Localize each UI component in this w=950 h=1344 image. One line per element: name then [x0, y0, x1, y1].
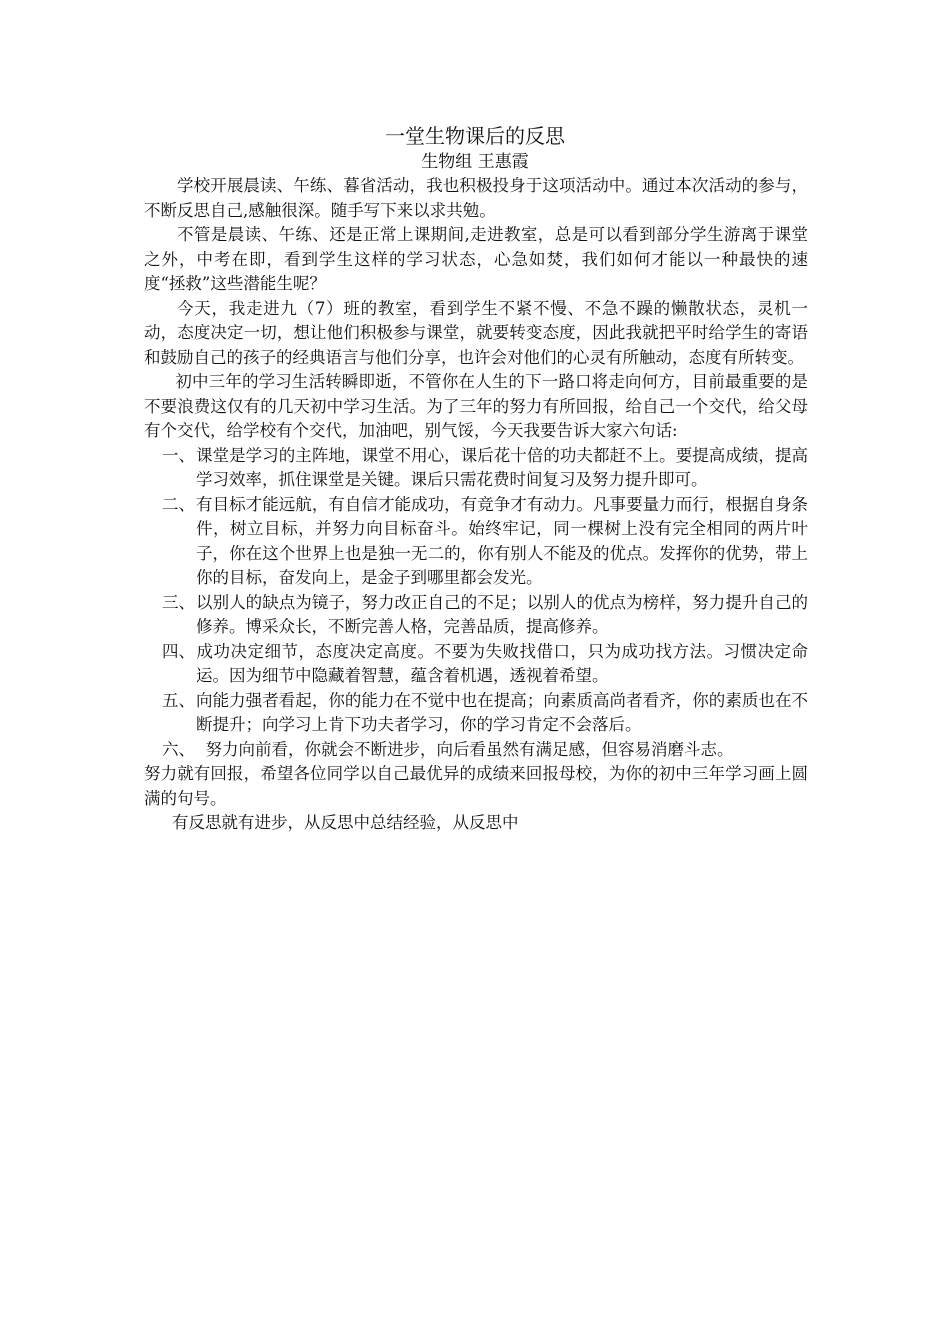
document-author: 生物组 王惠霞	[421, 152, 529, 172]
paragraph-4: 初中三年的学习生活转瞬即逝，不管你在人生的下一路口将走向何方，目前最重要的是不要浪费这仅有的几天初中学习生活。为了三年的努力有所回报，给自己一个交代，给父母有个交代，给学校有个交代，加油吧，别气馁，今天我要告诉大家六句话:	[144, 372, 808, 440]
paragraph-3: 今天，我走进九（7）班的教室，看到学生不紧不慢、不急不躁的懒散状态，灵机一动，态度决定一切，想让他们积极参与课堂，就要转变态度，因此我就把平时给学生的寄语和鼓励自己的孩子的经典语言与他们分享，也许会对他们的心灵有所触动，态度有所转变。	[144, 298, 808, 367]
list-item-3	[144, 591, 808, 640]
list-text: 以别人的缺点为镜子，努力改正自己的不足；以别人的优点为榜样，努力提升自己的修养。博采众长，不断完善人格，完善品质，提高修养。	[196, 592, 808, 636]
list-number: 二、	[162, 494, 195, 514]
list-item-6	[144, 738, 808, 763]
list-number: 三、	[162, 592, 195, 612]
list-item-6-continuation: 努力就有回报，希望各位同学以自己最优异的成绩来回报母校，为你的初中三年学习画上圆满的句号。	[144, 764, 808, 808]
list-number: 六、	[162, 739, 195, 759]
paragraph-1: 学校开展晨读、午练、暮省活动，我也积极投身于这项活动中。通过本次活动的参与，不断反思自己,感触很深。随手写下来以求共勉。	[144, 176, 808, 220]
list-text: 努力向前看，你就会不断进步，向后看虽然有满足感，但容易消磨斗志。	[205, 739, 734, 759]
list-number: 一、	[162, 445, 195, 465]
list-text: 课堂是学习的主阵地，课堂不用心，课后花十倍的功夫都赶不上。要提高成绩，提高学习效率，抓住课堂是关键。课后只需花费时间复习及努力提升即可。	[196, 445, 808, 489]
list-number: 五、	[162, 690, 195, 710]
list-item-2	[144, 493, 808, 591]
list-item-5	[144, 689, 808, 738]
list-text: 成功决定细节，态度决定高度。不要为失败找借口，只为成功找方法。习惯决定命运。因为细节中隐藏着智慧，蕴含着机遇，透视着希望。	[196, 641, 808, 685]
list-item-1	[144, 444, 808, 493]
list-text: 有目标才能远航，有自信才能成功，有竞争才有动力。凡事要量力而行，根据自身条件，树立目标，并努力向目标奋斗。始终牢记，同一棵树上没有完全相同的两片叶子，你在这个世界上也是独一无二的，你有别人不能及的优点。发挥你的优势，带上你的目标，奋发向上，是金子到哪里都会发光。	[196, 494, 808, 587]
list-number: 四、	[162, 641, 195, 661]
list-text: 向能力强者看起，你的能力在不觉中也在提高；向素质高尚者看齐，你的素质也在不断提升；向学习上肯下功夫者学习，你的学习肯定不会落后。	[196, 690, 808, 734]
closing-line: 有反思就有进步，从反思中总结经验，从反思中	[172, 813, 519, 832]
document-body	[144, 174, 808, 836]
paragraph-2: 不管是晨读、午练、还是正常上课期间,走进教室，总是可以看到部分学生游离于课堂之外，中考在即，看到学生这样的学习状态，心急如焚，我们如何才能以一种最快的速度“拯救”这些潜能生呢？	[144, 225, 808, 293]
list-item-4	[144, 640, 808, 689]
document-title: 一堂生物课后的反思	[385, 124, 565, 148]
